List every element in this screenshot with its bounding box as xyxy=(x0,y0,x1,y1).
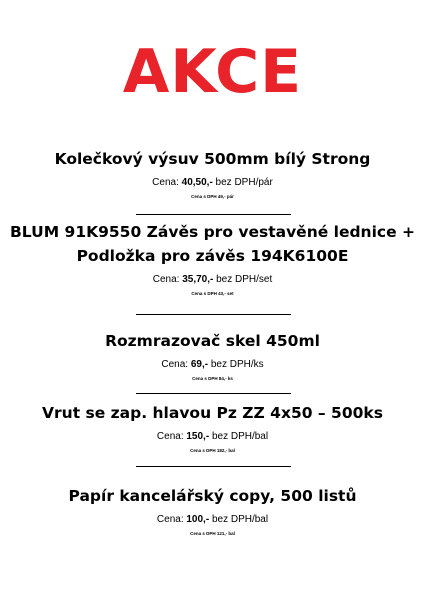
product-item xyxy=(0,329,425,383)
price-unit: bez DPH/bal xyxy=(209,431,269,442)
price-with-vat: Cena s DPH 49,- pár xyxy=(191,194,234,199)
price-value: 69,- xyxy=(190,359,209,370)
product-item xyxy=(0,147,425,201)
price-value: 100,- xyxy=(186,514,210,525)
price-label: Cena: xyxy=(152,177,182,188)
price-unit: bez DPH/bal xyxy=(209,514,269,525)
price-with-vat: Cena s DPH 43,- set xyxy=(191,291,234,296)
product-price xyxy=(0,430,425,444)
price-label: Cena: xyxy=(156,431,187,442)
product-title: Kolečkový výsuv 500mm bílý Strong xyxy=(54,150,371,168)
product-price xyxy=(0,176,425,190)
price-with-vat: Cena s DPH 84,- ks xyxy=(192,376,233,381)
product-item xyxy=(0,220,425,298)
price-value: 40,50,- xyxy=(181,177,213,188)
price-value: 35,70,- xyxy=(182,274,214,285)
product-price xyxy=(0,273,425,287)
price-label: Cena: xyxy=(152,274,183,285)
product-title: Papír kancelářský copy, 500 listů xyxy=(68,487,357,505)
product-title: BLUM 91K9550 Závěs pro vestavěné lednice + xyxy=(9,223,415,241)
divider-line xyxy=(136,314,291,315)
price-label: Cena: xyxy=(161,359,191,370)
price-unit: bez DPH/ks xyxy=(208,359,264,370)
product-item xyxy=(0,484,425,538)
divider-line xyxy=(136,214,291,215)
price-with-vat: Cena s DPH 121,- bal xyxy=(190,531,235,536)
price-value: 150,- xyxy=(186,431,210,442)
product-price xyxy=(0,513,425,527)
headline-akce: AKCE xyxy=(122,37,303,107)
product-title: Vrut se zap. hlavou Pz ZZ 4x50 – 500ks xyxy=(42,404,383,422)
price-label: Cena: xyxy=(156,514,187,525)
price-with-vat: Cena s DPH 182,- bal xyxy=(190,448,235,453)
price-unit: bez DPH/set xyxy=(213,274,273,285)
price-unit: bez DPH/pár xyxy=(212,177,273,188)
product-title-line-2: Podložka pro závěs 194K6100E xyxy=(76,247,349,265)
divider-line xyxy=(136,466,291,467)
divider-line xyxy=(136,393,291,394)
product-title: Rozmrazovač skel 450ml xyxy=(105,332,320,350)
product-item xyxy=(0,401,425,455)
product-price xyxy=(0,358,425,372)
